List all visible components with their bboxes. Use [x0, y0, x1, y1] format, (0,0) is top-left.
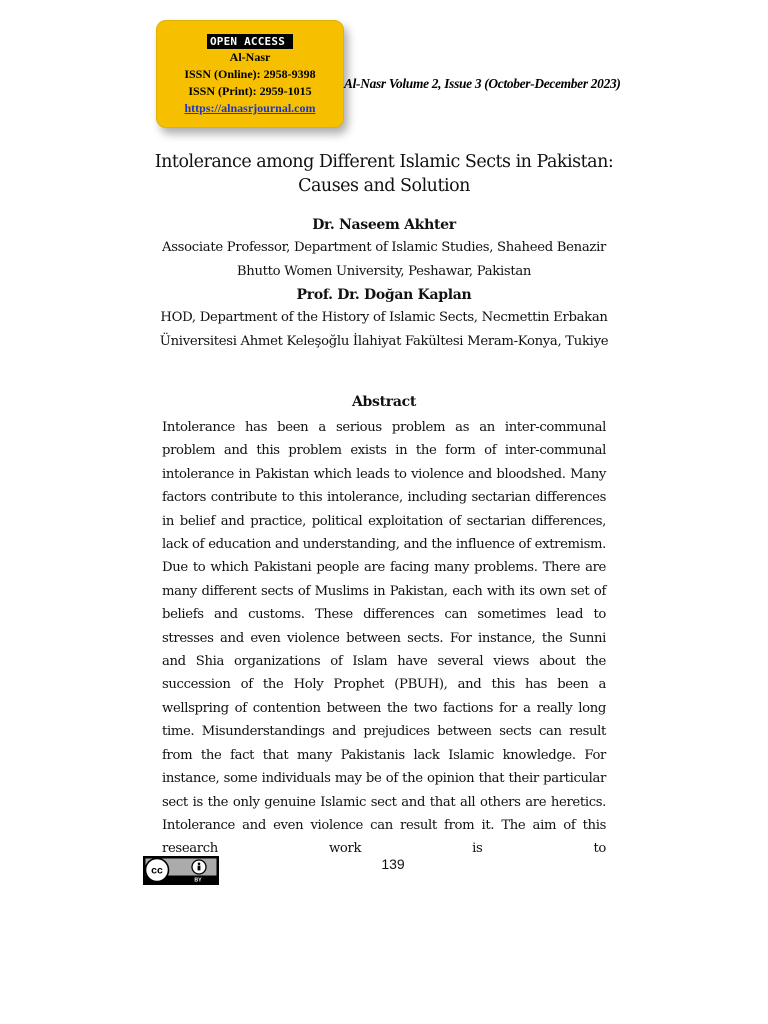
issn-online: ISSN (Online): 2958-9398	[184, 67, 316, 81]
author-name: Prof. Dr. Doğan Kaplan	[296, 287, 472, 303]
journal-name: Al-Nasr	[229, 50, 271, 64]
author-affiliation: HOD, Department of the History of Islamic Sects, Necmettin Erbakan Üniversitesi Ahmet Keleşoğlu İlahiyat Fakültesi Meram-Konya, Tukiye	[159, 310, 609, 349]
by-label: BY	[194, 877, 202, 884]
cc-by-icon	[144, 857, 218, 884]
abstract-heading: Abstract	[351, 394, 417, 410]
author-affiliation: Associate Professor, Department of Islamic Studies, Shaheed Benazir Bhutto Women University, Peshawar, Pakistan	[161, 240, 606, 279]
open-access-label: OPEN ACCESS	[207, 34, 293, 49]
issn-print: ISSN (Print): 2959-1015	[188, 84, 312, 98]
issue-header: Al-Nasr Volume 2, Issue 3 (October-December 2023)	[344, 76, 621, 91]
author-name: Dr. Naseem Akhter	[312, 217, 456, 233]
author-block-1	[130, 214, 638, 283]
page-number: 139	[381, 856, 405, 872]
author-block-2	[130, 284, 638, 353]
cc-by-license-badge[interactable]	[143, 856, 219, 885]
cc-label: cc	[151, 864, 163, 877]
abstract-text: Intolerance has been a serious problem as an inter-communal problem and this problem exists in the form of inter-communal intolerance in Pakistan which leads to violence and bloodshed. Many factors contribute to this intolerance, including sectarian differences in belief and practice, political exploitation of sectarian differences, lack of education and understanding, and the influence of extremism. Due to which Pakistani people are facing many problems. There are many different sects of Muslims in Pakistan, each with its own set of beliefs and customs. These differences can sometimes lead to stresses and even violence between sects. For instance, the Sunni and Shia organizations of Islam have several views about the succession of the Holy Prophet (PBUH), and this has been a wellspring of contention between the two factions for a really long time. Misunderstandings and prejudices between sects can result from the fact that many Pakistanis lack Islamic knowledge. For instance, some individuals may be of the opinion that their particular sect is the only genuine Islamic sect and that all others are heretics. Intolerance and even violence can result from it. The aim of this research work is to	[162, 420, 606, 857]
journal-badge	[156, 20, 344, 128]
journal-url-link[interactable]: https://alnasrjournal.com	[184, 101, 316, 115]
paper-title: Intolerance among Different Islamic Sects in Pakistan: Causes and Solution	[154, 152, 614, 196]
